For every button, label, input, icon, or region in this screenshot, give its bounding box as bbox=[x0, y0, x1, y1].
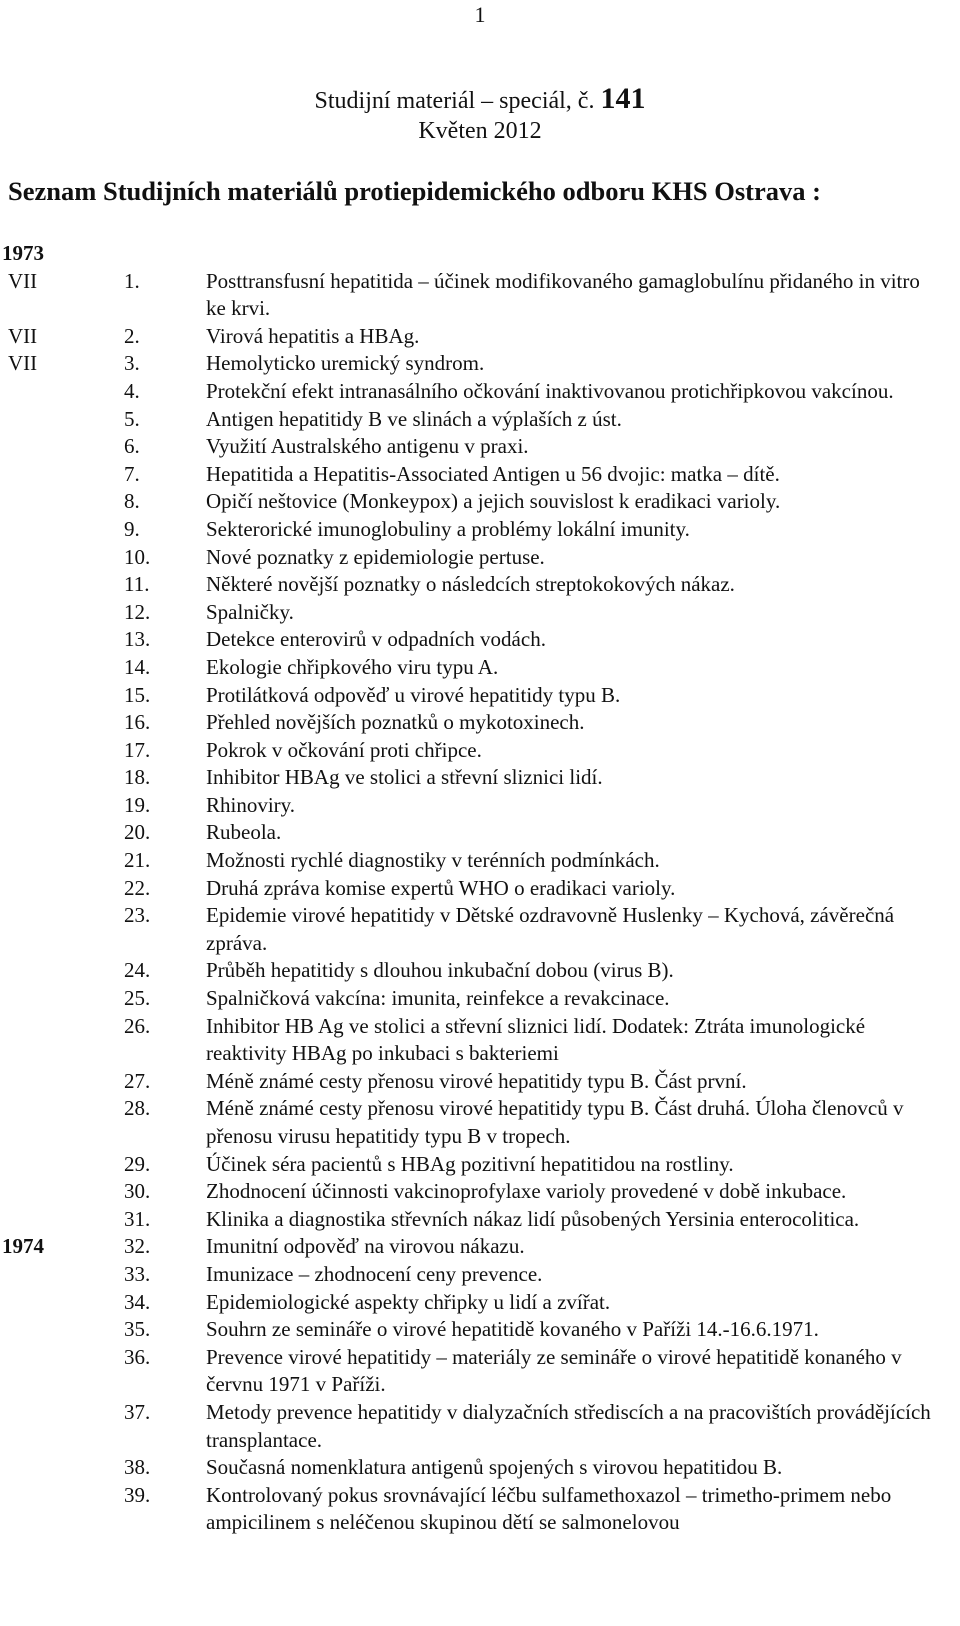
list-item bbox=[0, 957, 960, 985]
entry-year: 1974 bbox=[2, 1234, 44, 1259]
entry-number: 13. bbox=[124, 627, 151, 652]
list-item bbox=[0, 1068, 960, 1096]
list-item bbox=[0, 378, 960, 406]
list-item bbox=[0, 323, 960, 351]
materials-list bbox=[0, 240, 960, 1537]
entry-number: 2. bbox=[124, 323, 140, 348]
list-item bbox=[0, 1151, 960, 1179]
entry-title: Méně známé cesty přenosu virové hepatitidy typu B. Část první. bbox=[206, 1068, 747, 1093]
entry-month: VII bbox=[8, 268, 38, 293]
entry-month: VII bbox=[8, 351, 38, 376]
entry-number: 19. bbox=[124, 792, 151, 817]
list-item bbox=[0, 350, 960, 378]
entry-title: Spalničková vakcína: imunita, reinfekce a revakcinace. bbox=[206, 986, 670, 1011]
list-item bbox=[0, 985, 960, 1013]
entry-number: 37. bbox=[124, 1399, 151, 1424]
entry-number: 26. bbox=[124, 1013, 151, 1038]
list-item bbox=[0, 626, 960, 654]
entry-title: Hepatitida a Hepatitis-Associated Antigen u 56 dvojic: matka – dítě. bbox=[206, 461, 780, 486]
list-item bbox=[0, 1482, 960, 1537]
list-item bbox=[0, 1206, 960, 1234]
list-item bbox=[0, 1013, 960, 1068]
entry-title: Přehled novějších poznatků o mykotoxinech. bbox=[206, 710, 585, 735]
entry-number: 15. bbox=[124, 682, 151, 707]
entry-title: Některé novější poznatky o následcích streptokokových nákaz. bbox=[206, 572, 735, 597]
entry-title: Epidemie virové hepatitidy v Dětské ozdravovně Huslenky – Kychová, závěrečná zpráva. bbox=[206, 903, 895, 955]
entry-title: Opičí neštovice (Monkeypox) a jejich souvislost k eradikaci varioly. bbox=[206, 489, 781, 514]
entry-title: Spalničky. bbox=[206, 599, 294, 624]
entry-number: 24. bbox=[124, 958, 151, 983]
list-item bbox=[0, 682, 960, 710]
list-item bbox=[0, 1454, 960, 1482]
list-item bbox=[0, 792, 960, 820]
list-item bbox=[0, 1261, 960, 1289]
entry-number: 9. bbox=[124, 516, 140, 541]
page-number: 1 bbox=[474, 2, 486, 27]
list-item bbox=[0, 433, 960, 461]
list-item bbox=[0, 875, 960, 903]
entry-number: 29. bbox=[124, 1151, 151, 1176]
entry-number: 1. bbox=[124, 268, 140, 293]
entry-number: 21. bbox=[124, 848, 151, 873]
entry-title: Současná nomenklatura antigenů spojených s virovou hepatitidou B. bbox=[206, 1455, 783, 1480]
entry-title: Protekční efekt intranasálního očkování inaktivovanou protichřipkovou vakcínou. bbox=[206, 378, 894, 403]
entry-number: 8. bbox=[124, 489, 140, 514]
list-item bbox=[0, 268, 960, 323]
list-item bbox=[0, 1095, 960, 1150]
entry-title: Souhrn ze semináře o virové hepatitidě kovaného v Paříži 14.-16.6.1971. bbox=[206, 1317, 819, 1342]
entry-number: 36. bbox=[124, 1344, 151, 1369]
list-item bbox=[0, 516, 960, 544]
list-item bbox=[0, 488, 960, 516]
entry-number: 25. bbox=[124, 986, 151, 1011]
entry-title bbox=[206, 240, 936, 268]
entry-number: 5. bbox=[124, 406, 140, 431]
entry-number: 11. bbox=[124, 572, 150, 597]
entry-number: 39. bbox=[124, 1482, 151, 1507]
entry-title: Nové poznatky z epidemiologie pertuse. bbox=[206, 544, 545, 569]
entry-number: 38. bbox=[124, 1455, 151, 1480]
list-item bbox=[0, 654, 960, 682]
entry-title: Virová hepatitis a HBAg. bbox=[206, 323, 420, 348]
entry-number: 4. bbox=[124, 378, 140, 403]
entry-number: 28. bbox=[124, 1096, 151, 1121]
list-item bbox=[0, 406, 960, 434]
entry-title: Epidemiologické aspekty chřipky u lidí a zvířat. bbox=[206, 1289, 611, 1314]
list-item bbox=[0, 819, 960, 847]
entry-number: 22. bbox=[124, 875, 151, 900]
entry-title: Prevence virové hepatitidy – materiály ze semináře o virové hepatitidě konaného v červnu 1971 v Paříži. bbox=[206, 1344, 902, 1397]
entry-number: 31. bbox=[124, 1206, 151, 1231]
document-subtitle bbox=[0, 82, 960, 116]
entry-title: Imunitní odpověď na virovou nákazu. bbox=[206, 1234, 525, 1259]
list-item bbox=[0, 599, 960, 627]
entry-title: Účinek séra pacientů s HBAg pozitivní hepatitidou na rostliny. bbox=[206, 1151, 734, 1176]
entry-number: 34. bbox=[124, 1289, 151, 1314]
page-title: Seznam Studijních materiálů protiepidemického odboru KHS Ostrava : bbox=[8, 176, 821, 206]
entry-title: Pokrok v očkování proti chřipce. bbox=[206, 737, 482, 762]
list-item bbox=[0, 764, 960, 792]
entry-title: Sekterorické imunoglobuliny a problémy lokální imunity. bbox=[206, 516, 690, 541]
entry-title: Průběh hepatitidy s dlouhou inkubační dobou (virus B). bbox=[206, 958, 674, 983]
list-item bbox=[0, 1399, 960, 1454]
subtitle-number: 141 bbox=[600, 82, 646, 115]
entry-number: 3. bbox=[124, 351, 140, 376]
entry-title: Druhá zpráva komise expertů WHO o eradikaci varioly. bbox=[206, 875, 676, 900]
entry-title: Imunizace – zhodnocení ceny prevence. bbox=[206, 1261, 543, 1286]
entry-number: 27. bbox=[124, 1068, 151, 1093]
list-item bbox=[0, 902, 960, 957]
entry-title: Kontrolovaný pokus srovnávající léčbu sulfamethoxazol – trimetho-primem nebo ampicilinem s neléčenou skupinou dětí se salmonelovou bbox=[206, 1482, 892, 1535]
entry-number: 32. bbox=[124, 1234, 151, 1259]
entry-title: Využití Australského antigenu v praxi. bbox=[206, 434, 529, 459]
entry-number: 30. bbox=[124, 1179, 151, 1204]
list-item bbox=[0, 737, 960, 765]
subtitle-prefix: Studijní materiál – speciál, č. bbox=[314, 88, 595, 114]
entry-number: 7. bbox=[124, 461, 140, 486]
list-item bbox=[0, 1289, 960, 1317]
entry-number: 35. bbox=[124, 1317, 151, 1342]
list-item bbox=[0, 1233, 960, 1261]
list-item bbox=[0, 544, 960, 572]
entry-number: 33. bbox=[124, 1261, 151, 1286]
entry-title: Inhibitor HBAg ve stolici a střevní sliznici lidí. bbox=[206, 765, 603, 790]
list-item bbox=[0, 1178, 960, 1206]
entry-number: 16. bbox=[124, 710, 151, 735]
entry-year: 1973 bbox=[2, 241, 44, 265]
entry-title: Detekce enterovirů v odpadních vodách. bbox=[206, 627, 546, 652]
entry-number: 17. bbox=[124, 737, 151, 762]
entry-title: Metody prevence hepatitidy v dialyzačních střediscích a na pracovištích provádějících transplantace. bbox=[206, 1399, 931, 1452]
entry-number: 10. bbox=[124, 544, 151, 569]
list-item bbox=[0, 461, 960, 489]
entry-month: VII bbox=[8, 323, 38, 348]
entry-number: 14. bbox=[124, 654, 151, 679]
entry-title: Rubeola. bbox=[206, 820, 282, 845]
list-item bbox=[0, 709, 960, 737]
list-item bbox=[0, 847, 960, 875]
entry-title: Rhinoviry. bbox=[206, 792, 296, 817]
entry-title: Protilátková odpověď u virové hepatitidy typu B. bbox=[206, 682, 621, 707]
entry-title: Zhodnocení účinnosti vakcinoprofylaxe varioly provedené v době inkubace. bbox=[206, 1179, 847, 1204]
entry-title: Ekologie chřipkového viru typu A. bbox=[206, 654, 499, 679]
list-item bbox=[0, 571, 960, 599]
entry-number: 18. bbox=[124, 765, 151, 790]
entry-title: Inhibitor HB Ag ve stolici a střevní sliznici lidí. Dodatek: Ztráta imunologické reaktivity HBAg po inkubaci s bakteriemi bbox=[206, 1013, 866, 1066]
list-item bbox=[0, 1344, 960, 1399]
entry-title: Méně známé cesty přenosu virové hepatitidy typu B. Část druhá. Úloha členovců v přenosu virusu hepatitidy typu B v tropech. bbox=[206, 1096, 904, 1148]
entry-title: Klinika a diagnostika střevních nákaz lidí působených Yersinia enterocolitica. bbox=[206, 1206, 860, 1231]
document-date: Květen 2012 bbox=[418, 118, 542, 144]
entry-number: 23. bbox=[124, 903, 151, 928]
entry-number: 20. bbox=[124, 820, 151, 845]
list-item bbox=[0, 240, 960, 268]
entry-title: Antigen hepatitidy B ve slinách a výplaších z úst. bbox=[206, 406, 622, 431]
entry-title: Možnosti rychlé diagnostiky v terénních podmínkách. bbox=[206, 848, 660, 873]
list-item bbox=[0, 1316, 960, 1344]
entry-number: 12. bbox=[124, 599, 151, 624]
entry-number: 6. bbox=[124, 434, 140, 459]
entry-title: Posttransfusní hepatitida – účinek modifikovaného gamaglobulínu přidaného in vitro ke krvi. bbox=[206, 268, 920, 321]
entry-title: Hemolyticko uremický syndrom. bbox=[206, 351, 485, 376]
